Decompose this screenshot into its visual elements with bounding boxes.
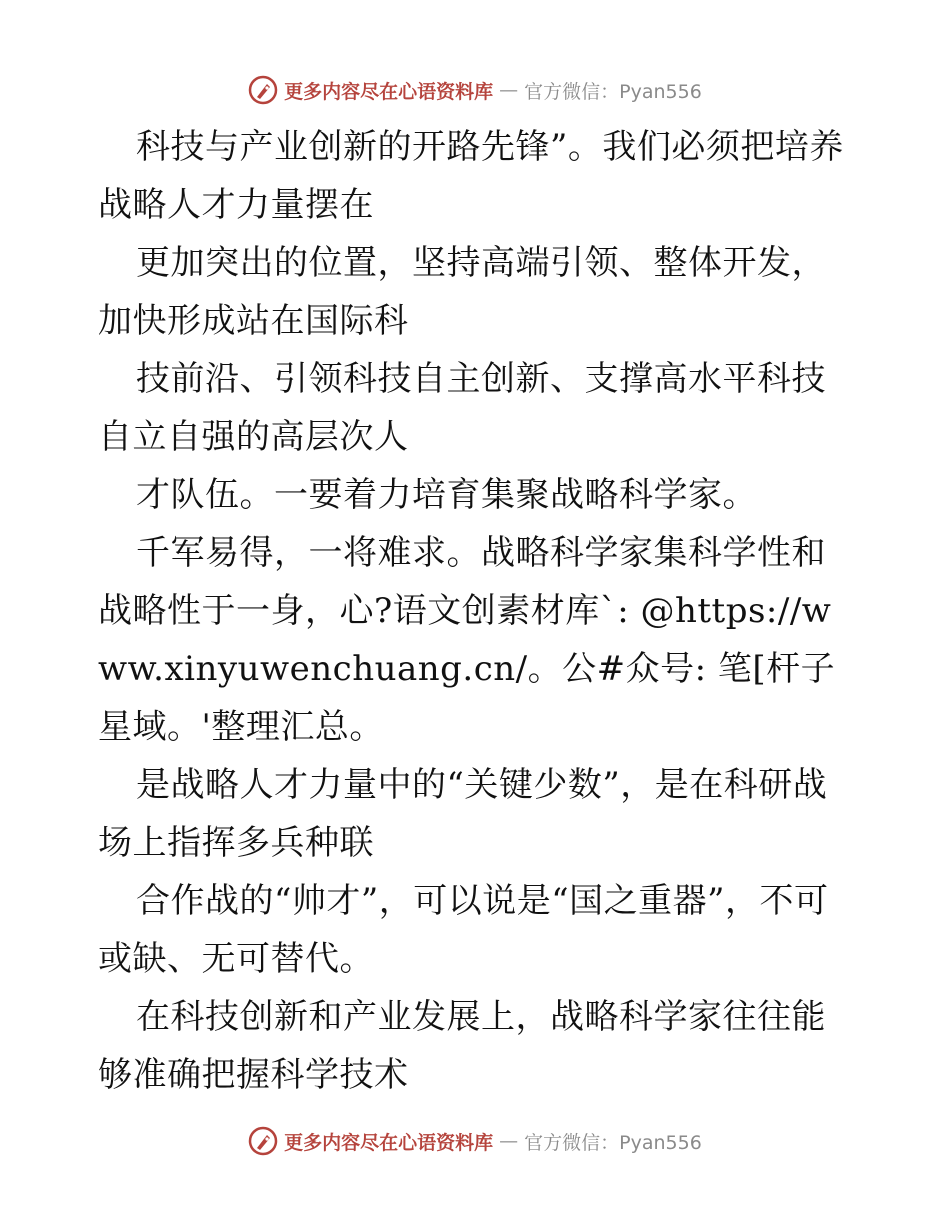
watermark-brand: 更多内容尽在心语资料库 [284,80,494,103]
paragraph: 科技与产业创新的开路先锋”。我们必须把培养战略人才力量摆在 [98,127,844,225]
watermark-contact: 官方微信：Pyan556 [524,1131,702,1154]
footer-watermark [0,1121,950,1161]
watermark-brand: 更多内容尽在心语资料库 [284,1131,494,1154]
fountain-pen-logo-icon [248,1126,278,1156]
watermark-contact: 官方微信：Pyan556 [524,80,702,103]
fountain-pen-logo-icon [248,75,278,105]
watermark-separator: — [499,79,519,101]
paragraph: 在科技创新和产业发展上，战略科学家往往能够准确把握科学技术 [98,997,826,1095]
watermark-separator: — [499,1130,519,1152]
paragraph: 更加突出的位置，坚持高端引领、整体开发，加快形成站在国际科 [98,243,826,341]
paragraph: 合作战的“帅才”，可以说是“国之重器”，不可或缺、无可替代。 [98,881,829,979]
header-watermark [0,70,950,110]
paragraph: 才队伍。一要着力培育集聚战略科学家。 [136,475,757,515]
paragraph: 是战略人才力量中的“关键少数”，是在科研战场上指挥多兵种联 [98,765,828,863]
document-body [98,118,858,1104]
paragraph: 技前沿、引领科技自主创新、支撑高水平科技自立自强的高层次人 [98,359,826,457]
paragraph: 千军易得，一将难求。战略科学家集科学性和战略性于一身，心?语文创素材库`: @https://www.xinyuwenchuang.cn/。公#众号: 笔[杆子星域。'整理汇总。 [98,533,836,747]
